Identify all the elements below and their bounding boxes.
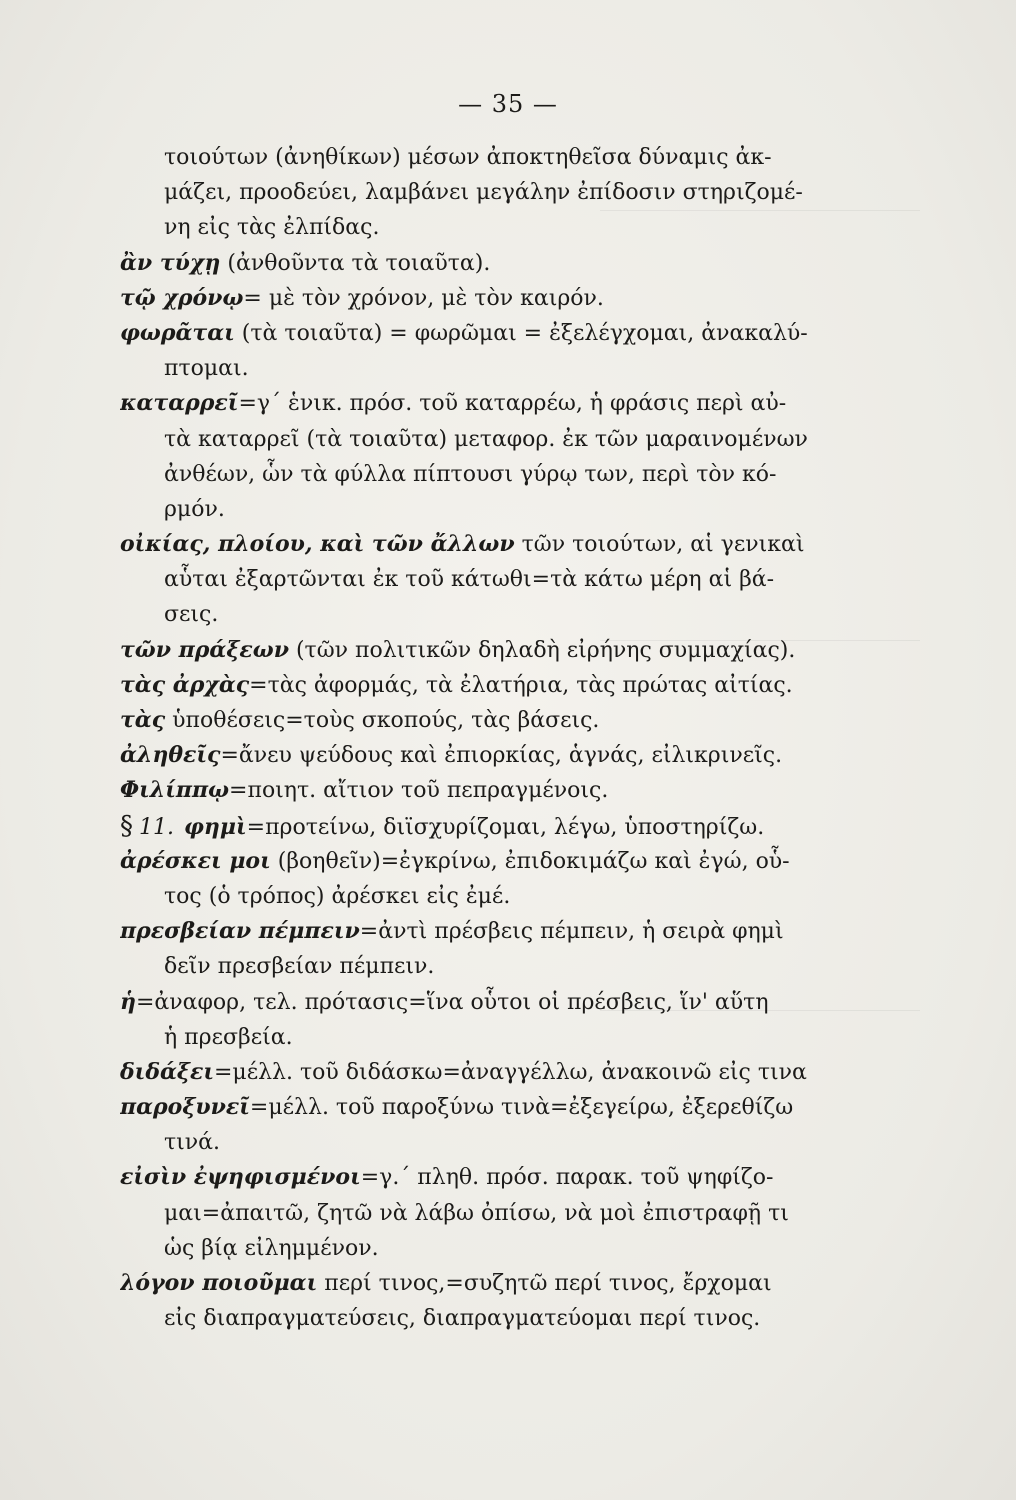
entry-line [120, 703, 860, 738]
lemma: παροξυνεῖ [120, 1094, 250, 1121]
gloss-text: =μέλλ. τοῦ διδάσκω=ἀναγγέλλω, ἀνακοινῶ εἰς τινα [213, 1059, 807, 1085]
gloss-text: =γ΄ ἑνικ. πρόσ. τοῦ καταρρέω, ἡ φράσις περὶ αὐ- [238, 391, 787, 417]
continuation-line [120, 1125, 860, 1160]
section-mark: § [120, 810, 133, 841]
entry-line [120, 773, 860, 808]
glossary-text [120, 140, 860, 1336]
lemma: τῷ χρόνῳ [120, 284, 244, 311]
entry-line [120, 1090, 860, 1125]
lemma: ἡ [120, 988, 136, 1015]
lemma: πρεσβείαν πέμπειν [120, 918, 360, 945]
lemma: εἰσὶν ἐψηφισμένοι [120, 1164, 361, 1191]
gloss-text: ἡ πρεσβεία. [164, 1024, 293, 1050]
gloss-text: (βοηθεῖν)=ἐγκρίνω, ἐπιδοκιμάζω καὶ ἐγώ, οὗ- [270, 848, 790, 874]
continuation-line [120, 597, 860, 632]
gloss-text: (τὰ τοιαῦτα) = φωρῶμαι = ἐξελέγχομαι, ἀνακαλύ- [234, 320, 808, 346]
gloss-text: μάζει, προοδεύει, λαμβάνει μεγάλην ἐπίδοσιν στηριζομέ- [164, 180, 803, 206]
entry-line [120, 668, 860, 703]
lemma: Φιλίππῳ [120, 777, 230, 804]
continuation-line [120, 1020, 860, 1055]
gloss-text: ὑποθέσεις=τοὺς σκοπούς, τὰς βάσεις. [165, 708, 600, 733]
entry-line [120, 809, 860, 844]
lemma: τὰς [120, 707, 166, 733]
gloss-text: =ἀναφορ, τελ. πρότασις=ἵνα οὗτοι οἱ πρέσβεις, ἵν' αὕτη [136, 989, 769, 1015]
section-number: 11. [139, 814, 174, 840]
gloss-text: =ἄνευ ψεύδους καὶ ἐπιορκίας, ἁγνάς, εἰλικρινεῖς. [220, 743, 783, 769]
lemma: λόγον ποιοῦμαι [120, 1270, 318, 1296]
continuation-line [120, 1196, 860, 1231]
gloss-text: =ποιητ. αἴτιον τοῦ πεπραγμένοις. [229, 778, 609, 804]
lemma: διδάξει [120, 1058, 214, 1085]
gloss-text: νη εἰς τὰς ἐλπίδας. [164, 215, 380, 241]
entry-line [120, 738, 860, 773]
continuation-line [120, 422, 860, 457]
page-number: — 35 — [458, 90, 558, 118]
gloss-text: =προτείνω, διϊσχυρίζομαι, λέγω, ὑποστηρίζω. [246, 814, 765, 840]
entry-line [120, 1266, 860, 1301]
gloss-text: (ἀνθοῦντα τὰ τοιαῦτα). [220, 250, 491, 276]
continuation-line [120, 1301, 860, 1336]
gloss-text: =τὰς ἀφορμάς, τὰ ἐλατήρια, τὰς πρώτας αἰτίας. [249, 672, 793, 698]
continuation-line [120, 351, 860, 386]
gloss-text: τος (ὁ τρόπος) ἀρέσκει εἰς ἐμέ. [164, 883, 511, 909]
lemma: ἀρέσκει μοι [120, 847, 271, 874]
entry-line [120, 633, 860, 668]
gloss-text: = μὲ τὸν χρόνον, μὲ τὸν καιρόν. [243, 285, 604, 311]
gloss-text: περί τινος,=συζητῶ περί τινος, ἔρχομαι [317, 1271, 772, 1296]
entry-line [120, 386, 860, 421]
continuation-line [120, 210, 860, 245]
gloss-text: (τῶν πολιτικῶν δηλαδὴ εἰρήνης συμμαχίας). [288, 637, 796, 663]
gloss-text: τὰ καταρρεῖ (τὰ τοιαῦτα) μεταφορ. ἐκ τῶν μαραινομένων [164, 426, 808, 452]
continuation-line [120, 175, 860, 210]
gloss-text: τοιούτων (ἀνηθίκων) μέσων ἀποκτηθεῖσα δύναμις ἀκ- [164, 145, 772, 170]
gloss-text: τινά. [164, 1130, 221, 1156]
gloss-text: αὗται ἐξαρτῶνται ἐκ τοῦ κάτωθι=τὰ κάτω μέρη αἱ βά- [164, 567, 775, 593]
entry-line [120, 914, 860, 949]
lemma: φημὶ [184, 813, 247, 840]
continuation-line [120, 879, 860, 914]
continuation-line [120, 492, 860, 527]
gloss-text: =ἀντὶ πρέσβεις πέμπειν, ἡ σειρὰ φημὶ [359, 919, 784, 945]
entry-line [120, 316, 860, 351]
entry-line [120, 1055, 860, 1090]
continuation-line [120, 1231, 860, 1266]
gloss-text: δεῖν πρεσβείαν πέμπειν. [164, 954, 435, 980]
gloss-text: ὡς βίᾳ εἰλημμένον. [164, 1235, 379, 1261]
entry-line [120, 527, 860, 562]
continuation-line [120, 562, 860, 597]
lemma: τῶν πράξεων [120, 636, 289, 663]
gloss-text: μαι=ἀπαιτῶ, ζητῶ νὰ λάβω ὀπίσω, νὰ μοὶ ἐπιστραφῇ τι [164, 1200, 789, 1226]
lemma: φωρᾶται [120, 319, 235, 346]
continuation-line [120, 140, 860, 175]
gloss-text: =μέλλ. τοῦ παροξύνω τινὰ=ἐξεγείρω, ἐξερεθίζω [249, 1095, 794, 1121]
lemma: καταρρεῖ [120, 390, 239, 417]
continuation-line [120, 457, 860, 492]
gloss-text: πτομαι. [164, 356, 249, 382]
entry-line [120, 844, 860, 879]
gloss-text: ἀνθέων, ὧν τὰ φύλλα πίπτουσι γύρῳ των, περὶ τὸν κό- [164, 461, 777, 487]
lemma: ἀληθεῖς [120, 742, 221, 769]
continuation-line [120, 949, 860, 984]
entry-line [120, 1160, 860, 1195]
gloss-text: τῶν τοιούτων, αἱ γενικαὶ [514, 532, 805, 558]
gloss-text: σεις. [164, 602, 219, 628]
gloss-text: εἰς διαπραγματεύσεις, διαπραγματεύομαι περί τινος. [164, 1306, 761, 1332]
gloss-text: ρμόν. [164, 496, 225, 522]
lemma: ἂν τύχῃ [120, 249, 221, 276]
lemma: τὰς ἀρχὰς [120, 671, 250, 698]
entry-line [120, 985, 860, 1020]
entry-line [120, 246, 860, 281]
gloss-text: =γ.΄ πληθ. πρόσ. παρακ. τοῦ ψηφίζο- [360, 1165, 774, 1191]
entry-line [120, 281, 860, 316]
lemma: οἰκίας, πλοίου, καὶ τῶν ἄλλων [120, 531, 515, 558]
